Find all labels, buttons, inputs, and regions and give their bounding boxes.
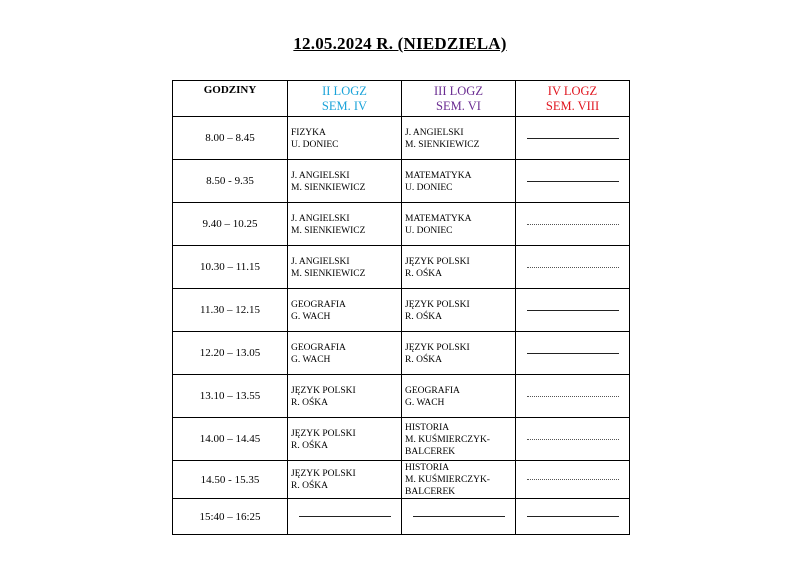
teacher: G. WACH — [405, 397, 445, 408]
empty-cell — [516, 461, 630, 499]
time-slot: 14.00 – 14.45 — [173, 418, 288, 461]
table-row — [173, 332, 630, 375]
subject: HISTORIA — [405, 463, 450, 473]
lesson-cell — [288, 418, 402, 461]
teacher: R. OŚKA — [405, 354, 442, 365]
lesson-cell — [402, 461, 516, 499]
blank-line — [527, 479, 619, 480]
lesson-cell — [288, 375, 402, 418]
teacher: M. SIENKIEWICZ — [291, 182, 366, 193]
class-header-ii-logz — [288, 81, 402, 117]
time-slot: 11.30 – 12.15 — [173, 289, 288, 332]
teacher: G. WACH — [291, 354, 331, 365]
empty-cell — [516, 160, 630, 203]
subject: JĘZYK POLSKI — [291, 385, 356, 396]
blank-line — [527, 224, 619, 225]
subject: HISTORIA — [405, 422, 450, 433]
class-name: II LOGZ — [322, 83, 367, 98]
subject: MATEMATYKA — [405, 213, 472, 224]
table-row — [173, 289, 630, 332]
empty-cell — [516, 375, 630, 418]
subject: GEOGRAFIA — [291, 299, 346, 310]
blank-line — [527, 396, 619, 397]
teacher: R. OŚKA — [405, 268, 442, 279]
table-row — [173, 203, 630, 246]
blank-line — [527, 310, 619, 311]
time-slot: 9.40 – 10.25 — [173, 203, 288, 246]
time-slot: 15:40 – 16:25 — [173, 499, 288, 535]
subject: MATEMATYKA — [405, 170, 472, 181]
lesson-cell — [402, 418, 516, 461]
lesson-cell — [288, 332, 402, 375]
empty-cell — [516, 246, 630, 289]
lesson-cell — [402, 160, 516, 203]
time-slot: 10.30 – 11.15 — [173, 246, 288, 289]
class-header-iv-logz — [516, 81, 630, 117]
class-name: IV LOGZ — [547, 83, 598, 98]
empty-cell — [516, 332, 630, 375]
class-semester: SEM. VI — [436, 98, 481, 113]
teacher: BALCEREK — [405, 487, 456, 497]
empty-cell — [516, 418, 630, 461]
time-slot: 14.50 - 15.35 — [173, 461, 288, 499]
blank-line — [413, 516, 505, 517]
time-slot: 8.00 – 8.45 — [173, 117, 288, 160]
subject: GEOGRAFIA — [405, 385, 460, 396]
lesson-cell — [402, 289, 516, 332]
subject: J. ANGIELSKI — [405, 127, 464, 138]
subject: FIZYKA — [291, 127, 326, 138]
lesson-cell — [288, 461, 402, 499]
class-header-iii-logz — [402, 81, 516, 117]
blank-line — [527, 353, 619, 354]
time-slot: 12.20 – 13.05 — [173, 332, 288, 375]
blank-line — [527, 439, 619, 440]
hours-header: GODZINY — [173, 81, 288, 117]
subject: JĘZYK POLSKI — [405, 299, 470, 310]
lesson-cell — [288, 160, 402, 203]
class-semester: SEM. IV — [321, 98, 368, 113]
empty-cell — [516, 289, 630, 332]
teacher: BALCEREK — [405, 446, 456, 457]
table-row — [173, 246, 630, 289]
subject: JĘZYK POLSKI — [405, 342, 470, 353]
teacher: G. WACH — [291, 311, 331, 322]
table-row — [173, 117, 630, 160]
empty-cell — [402, 499, 516, 535]
lesson-cell — [402, 375, 516, 418]
blank-line — [527, 181, 619, 182]
blank-line — [527, 138, 619, 139]
teacher: M. KUŚMIERCZYK- — [405, 434, 490, 445]
teacher: M. SIENKIEWICZ — [291, 268, 366, 279]
teacher: M. SIENKIEWICZ — [405, 139, 480, 150]
lesson-cell — [288, 203, 402, 246]
lesson-cell — [288, 246, 402, 289]
class-semester: SEM. VIII — [545, 98, 600, 113]
table-row — [173, 418, 630, 461]
teacher: R. OŚKA — [291, 397, 328, 408]
header-row — [173, 81, 630, 117]
time-slot: 8.50 - 9.35 — [173, 160, 288, 203]
subject: J. ANGIELSKI — [291, 170, 350, 181]
table-row — [173, 499, 630, 535]
subject: JĘZYK POLSKI — [291, 428, 356, 439]
teacher: U. DONIEC — [291, 139, 339, 150]
lesson-cell — [402, 332, 516, 375]
subject: JĘZYK POLSKI — [405, 256, 470, 267]
lesson-cell — [402, 246, 516, 289]
empty-cell — [516, 117, 630, 160]
empty-cell — [516, 499, 630, 535]
subject: J. ANGIELSKI — [291, 256, 350, 267]
blank-line — [527, 516, 619, 517]
lesson-cell — [402, 117, 516, 160]
lesson-cell — [288, 117, 402, 160]
teacher: U. DONIEC — [405, 182, 453, 193]
empty-cell — [516, 203, 630, 246]
blank-line — [299, 516, 391, 517]
teacher: M. KUŚMIERCZYK- — [405, 475, 490, 485]
empty-cell — [288, 499, 402, 535]
subject: GEOGRAFIA — [291, 342, 346, 353]
teacher: U. DONIEC — [405, 225, 453, 236]
subject: J. ANGIELSKI — [291, 213, 350, 224]
lesson-cell — [402, 203, 516, 246]
lesson-cell — [288, 289, 402, 332]
teacher: M. SIENKIEWICZ — [291, 225, 366, 236]
page-title: 12.05.2024 R. (NIEDZIELA) — [293, 34, 507, 53]
teacher: R. OŚKA — [405, 311, 442, 322]
teacher: R. OŚKA — [291, 440, 328, 451]
table-row — [173, 461, 630, 499]
subject: JĘZYK POLSKI — [291, 469, 356, 479]
schedule-table — [172, 80, 630, 535]
blank-line — [527, 267, 619, 268]
table-row — [173, 160, 630, 203]
time-slot: 13.10 – 13.55 — [173, 375, 288, 418]
teacher: R. OŚKA — [291, 481, 328, 491]
table-row — [173, 375, 630, 418]
class-name: III LOGZ — [434, 83, 483, 98]
